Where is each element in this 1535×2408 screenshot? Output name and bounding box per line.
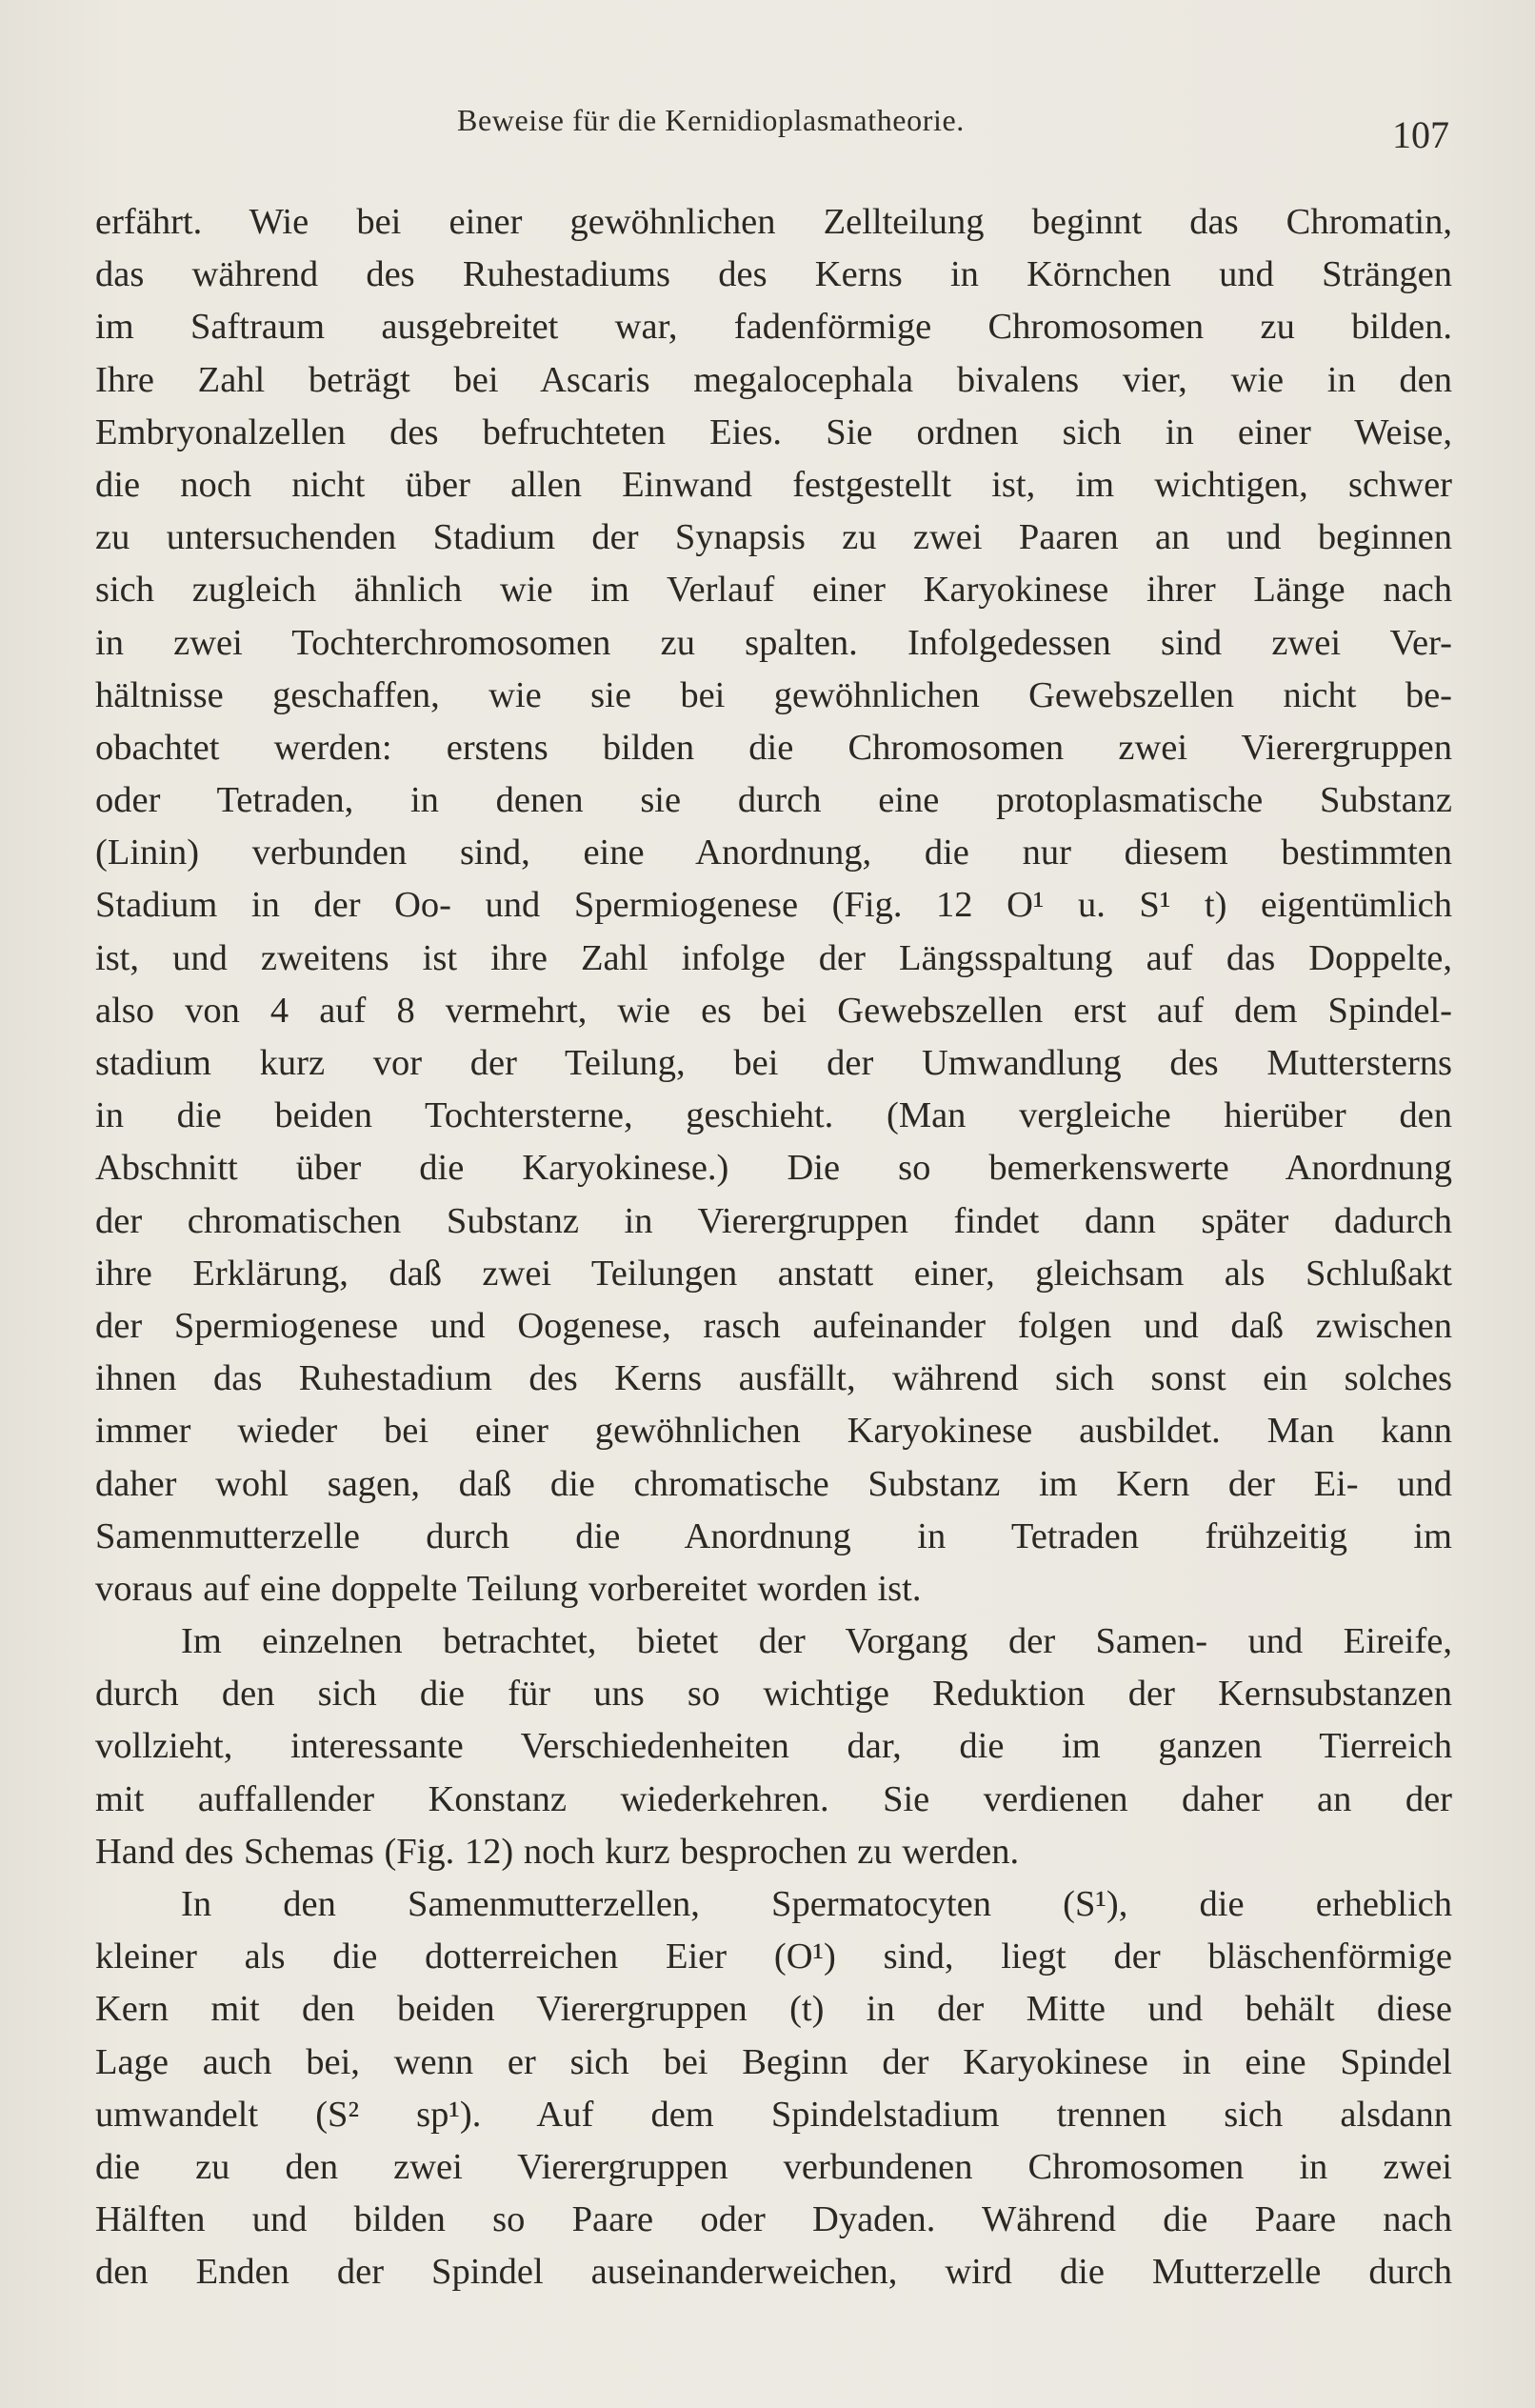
text-line: im Saftraum ausgebreitet war, fadenförmige Chromosomen zu bilden. — [95, 307, 1452, 348]
text-line: die zu den zwei Vierergruppen verbundenen Chromosomen in zwei — [95, 2146, 1452, 2187]
text-line: das während des Ruhestadiums des Kerns in Körnchen und Strängen — [95, 254, 1452, 295]
text-line: hältnisse geschaffen, wie sie bei gewöhnlichen Gewebszellen nicht be- — [95, 674, 1452, 715]
running-title: Beweise für die Kernidioplasmatheorie. — [457, 103, 965, 137]
text-line: sich zugleich ähnlich wie im Verlauf einer Karyokinese ihrer Länge nach — [95, 570, 1452, 611]
text-line: kleiner als die dotterreichen Eier (O¹) sind, liegt der bläschenförmige — [95, 1936, 1452, 1977]
text-line: Samenmutterzelle durch die Anordnung in Tetraden frühzeitig im — [95, 1515, 1452, 1556]
text-line: daher wohl sagen, daß die chromatische Substanz im Kern der Ei- und — [95, 1463, 1452, 1504]
text-line: Im einzelnen betrachtet, bietet der Vorgang der Samen- und Eireife, — [181, 1621, 1452, 1662]
body-text — [95, 196, 1452, 2299]
text-line: Ihre Zahl beträgt bei Ascaris megalocephala bivalens vier, wie in den — [95, 359, 1452, 400]
text-line: oder Tetraden, in denen sie durch eine protoplasmatische Substanz — [95, 780, 1452, 821]
text-line: immer wieder bei einer gewöhnlichen Karyokinese ausbildet. Man kann — [95, 1411, 1452, 1452]
text-line: voraus auf eine doppelte Teilung vorbereitet worden ist. — [95, 1568, 922, 1609]
text-line: Embryonalzellen des befruchteten Eies. Sie ordnen sich in einer Weise, — [95, 411, 1452, 452]
text-line: Lage auch bei, wenn er sich bei Beginn der Karyokinese in eine Spindel — [95, 2041, 1452, 2082]
text-line: vollzieht, interessante Verschiedenheiten dar, die im ganzen Tierreich — [95, 1726, 1452, 1767]
text-line: Hand des Schemas (Fig. 12) noch kurz besprochen zu werden. — [95, 1831, 1020, 1872]
text-line: der chromatischen Substanz in Vierergruppen findet dann später dadurch — [95, 1200, 1452, 1241]
text-line: umwandelt (S² sp¹). Auf dem Spindelstadium trennen sich alsdann — [95, 2094, 1452, 2135]
text-line: der Spermiogenese und Oogenese, rasch aufeinander folgen und daß zwischen — [95, 1305, 1452, 1346]
text-line: Abschnitt über die Karyokinese.) Die so bemerkenswerte Anordnung — [95, 1148, 1452, 1189]
text-line: Stadium in der Oo- und Spermiogenese (Fig. 12 O¹ u. S¹ t) eigentümlich — [95, 885, 1452, 926]
text-line: zu untersuchenden Stadium der Synapsis zu zwei Paaren an und beginnen — [95, 517, 1452, 558]
text-line: die noch nicht über allen Einwand festgestellt ist, im wichtigen, schwer — [95, 464, 1452, 505]
text-line: mit auffallender Konstanz wiederkehren. Sie verdienen daher an der — [95, 1778, 1452, 1819]
text-line: obachtet werden: erstens bilden die Chromosomen zwei Vierergruppen — [95, 727, 1452, 768]
text-line: Kern mit den beiden Vierergruppen (t) in der Mitte und behält diese — [95, 1989, 1452, 2030]
text-line: den Enden der Spindel auseinanderweichen, wird die Mutterzelle durch — [95, 2252, 1452, 2293]
text-line: in zwei Tochterchromosomen zu spalten. Infolgedessen sind zwei Ver- — [95, 622, 1452, 663]
text-line: erfährt. Wie bei einer gewöhnlichen Zellteilung beginnt das Chromatin, — [95, 202, 1452, 242]
text-line: (Linin) verbunden sind, eine Anordnung, die nur diesem bestimmten — [95, 833, 1452, 873]
text-line: in die beiden Tochtersterne, geschieht. (Man vergleiche hierüber den — [95, 1095, 1452, 1136]
text-line: stadium kurz vor der Teilung, bei der Umwandlung des Muttersterns — [95, 1043, 1452, 1083]
text-line: durch den sich die für uns so wichtige Reduktion der Kernsubstanzen — [95, 1674, 1452, 1715]
text-line: also von 4 auf 8 vermehrt, wie es bei Gewebszellen erst auf dem Spindel- — [95, 990, 1452, 1031]
text-line: In den Samenmutterzellen, Spermatocyten (S¹), die erheblich — [181, 1884, 1452, 1924]
text-line: ihre Erklärung, daß zwei Teilungen anstatt einer, gleichsam als Schlußakt — [95, 1253, 1452, 1294]
text-line: ihnen das Ruhestadium des Kerns ausfällt, während sich sonst ein solches — [95, 1358, 1452, 1399]
page-number: 107 — [1392, 113, 1449, 156]
text-line: ist, und zweitens ist ihre Zahl infolge der Längsspaltung auf das Doppelte, — [95, 937, 1452, 978]
text-line: Hälften und bilden so Paare oder Dyaden. Während die Paare nach — [95, 2199, 1452, 2240]
